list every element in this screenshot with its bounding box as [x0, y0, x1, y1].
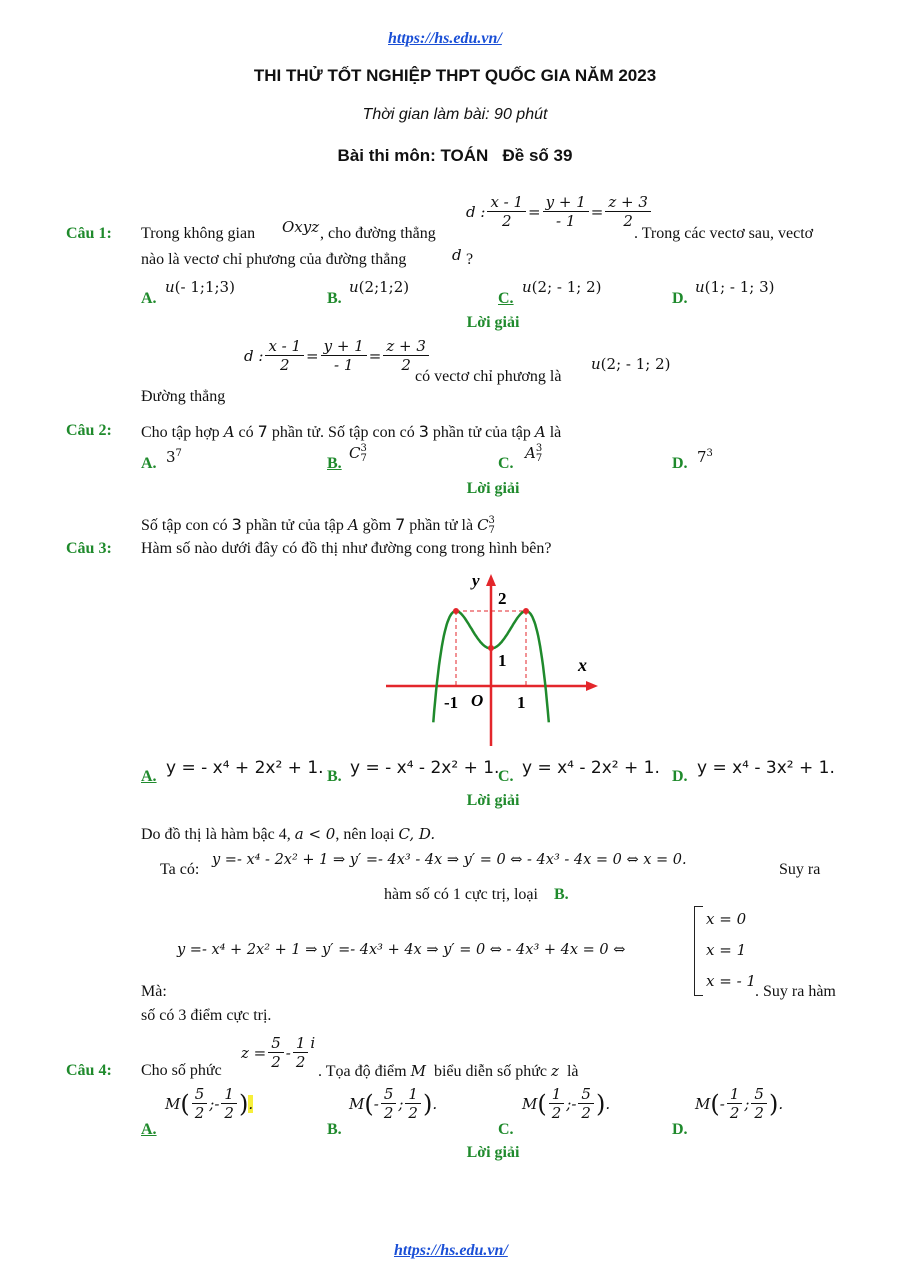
x-axis-arrow — [586, 681, 598, 691]
q1-line2: nào là vectơ chỉ phương của đường thẳng — [141, 251, 407, 268]
max-point-left — [453, 608, 459, 614]
q2-option-d[interactable]: D. — [672, 455, 688, 472]
q3-solution-line4-eq: y =- x⁴ + 2x² + 1 ⇒ y′ =- 4x³ + 4x ⇒ y′ = 0 ⇔ - 4x³ + 4x = 0 ⇔ — [177, 942, 626, 958]
q1-solution-prefix: Đường thẳng — [141, 388, 226, 405]
q3-option-b-value: y = - x⁴ - 2x² + 1. — [350, 758, 500, 778]
q1-option-d[interactable]: D. — [672, 290, 688, 307]
q3-option-c[interactable]: C. — [498, 768, 514, 785]
q3-option-a[interactable]: A. — [141, 768, 157, 785]
q3-label: Câu 3: — [66, 540, 112, 557]
q2-solution-label: Lời giải — [466, 480, 520, 497]
eq-d3: 2 — [623, 212, 633, 230]
y-axis-arrow — [486, 574, 496, 586]
q2-option-c-value: A 3 7 — [525, 443, 543, 464]
origin-label: O — [471, 691, 484, 710]
eq-d1: 2 — [501, 212, 512, 230]
q1-text-c: . Trong các vectơ sau, vectơ — [634, 225, 814, 242]
q1-option-a[interactable]: A. — [141, 290, 157, 307]
case-2: x = 1 — [706, 941, 747, 959]
header-link[interactable]: https://hs.edu.vn/ — [388, 30, 502, 47]
q4-option-b-value: M ( - $\frac{5}{2}$ ; $\frac{1}{2}$ ) . — [349, 1085, 438, 1122]
q2-option-a-value: $3^7$ — [166, 448, 182, 466]
eq-n2: y + 1 — [543, 193, 589, 212]
q1-label: Câu 1: — [66, 225, 112, 242]
q1-text-a: Trong không gian — [141, 225, 256, 242]
label-1: 1 — [498, 651, 507, 670]
q2-option-b[interactable]: B. — [327, 455, 342, 472]
q3-solution-line1: Do đồ thị là hàm bậc 4, a < 0, nên loại C, D. — [141, 825, 436, 843]
q1-option-b[interactable]: B. — [327, 290, 342, 307]
min-point — [488, 645, 494, 651]
q3-solution-suy-ra: . Suy ra hàm — [755, 983, 836, 1000]
exam-title: THI THỬ TỐT NGHIỆP THPT QUỐC GIA NĂM 2023 — [253, 66, 657, 85]
q1-text-b: , cho đường thẳng — [320, 225, 436, 242]
q3-solution-line3: hàm số có 1 cực trị, loại B. — [384, 886, 569, 903]
max-point-right — [523, 608, 529, 614]
q4-label: Câu 4: — [66, 1062, 112, 1079]
q1-solution-label: Lời giải — [466, 314, 520, 331]
q1-d: d — [452, 246, 462, 264]
case-3: x = - 1 — [706, 972, 756, 990]
q2-option-c[interactable]: C. — [498, 455, 514, 472]
q1-option-b-value: u(2;1;2) — [349, 278, 410, 296]
label-minus1: -1 — [444, 693, 459, 712]
q3-graph — [380, 568, 610, 748]
x-label: x — [578, 655, 587, 675]
q3-option-c-value: y = x⁴ - 2x² + 1. — [522, 758, 660, 778]
eq-n3: z + 3 — [605, 193, 651, 212]
q3-option-d-value: y = x⁴ - 3x² + 1. — [697, 758, 835, 778]
y-label: y — [472, 571, 480, 590]
q3-solution-line2-eq: y =- x⁴ - 2x² + 1 ⇒ y′ =- 4x³ - 4x ⇒ y′ = 0 ⇔ - 4x³ - 4x = 0 ⇔ x = 0. — [212, 852, 687, 868]
q2-option-b-value: C 3 7 — [349, 443, 367, 464]
label-plus1: 1 — [517, 693, 526, 712]
q1-line-equation: d : $\frac{x - 1}{2}$ = $\frac{y + 1}{- 1}$ = $\frac{z + 3}{2}$ — [466, 193, 653, 230]
q4-option-b[interactable]: B. — [327, 1121, 342, 1138]
q3-option-d[interactable]: D. — [672, 768, 688, 785]
q4-option-c[interactable]: C. — [498, 1121, 514, 1138]
q4-option-d-value: M ( - $\frac{1}{2}$ ; $\frac{5}{2}$ ) . — [695, 1085, 784, 1122]
q1-option-c-value: u(2; - 1; 2) — [522, 278, 602, 296]
q3-solution-ma: Mà: — [141, 983, 167, 1000]
q1-solution-equation: d : $\frac{x - 1}{2}$ = $\frac{y + 1}{- 1}$ = $\frac{z + 3}{2}$ — [244, 337, 431, 374]
q4-option-c-value: M ( $\frac{1}{2}$ ; - $\frac{5}{2}$ ) . — [522, 1085, 611, 1122]
q1-solution-text: có vectơ chỉ phương là — [415, 368, 562, 385]
q1-qmark: ? — [466, 251, 474, 268]
q3-option-b[interactable]: B. — [327, 768, 342, 785]
exam-subject: Bài thi môn: TOÁN Đề số 39 — [337, 146, 573, 165]
q2-text: Cho tập hợp A có 7 phần tử. Số tập con có 3 phần tử của tập A là — [141, 422, 562, 441]
q3-option-a-value: y = - x⁴ + 2x² + 1. — [166, 758, 324, 778]
q1-option-d-value: u(1; - 1; 3) — [695, 278, 775, 296]
eq-n1: x - 1 — [487, 193, 526, 212]
q4-option-a-value: M ( $\frac{5}{2}$ ; - $\frac{1}{2}$ ) . — [165, 1085, 254, 1122]
q3-text: Hàm số nào dưới đây có đồ thị như đường cong trong hình bên? — [141, 540, 552, 557]
q2-option-a[interactable]: A. — [141, 455, 157, 472]
footer-link[interactable]: https://hs.edu.vn/ — [394, 1242, 508, 1259]
cases-bracket — [694, 906, 703, 996]
case-1: x = 0 — [706, 910, 747, 928]
q3-solution-line2-label: Ta có: — [160, 861, 200, 878]
q2-label: Câu 2: — [66, 422, 112, 439]
q4-text-a: Cho số phức — [141, 1062, 222, 1079]
q4-solution-label: Lời giải — [466, 1144, 520, 1161]
exam-time: Thời gian làm bài: 90 phút — [362, 106, 548, 123]
eq-d: d : — [466, 202, 486, 221]
q4-option-a[interactable]: A. — [141, 1121, 157, 1138]
q1-solution-vector: u(2; - 1; 2) — [591, 355, 671, 373]
q4-text-b: . Tọa độ điểm M biểu diễn số phức z là — [318, 1062, 579, 1080]
q2-option-d-value: $7^3$ — [697, 448, 713, 466]
q4-option-d[interactable]: D. — [672, 1121, 688, 1138]
q3-solution-label: Lời giải — [466, 792, 520, 809]
q1-option-a-value: u(- 1;1;3) — [165, 278, 235, 296]
q1-oxyz: Oxyz — [282, 218, 320, 236]
q4-complex-number: z = $\frac{5}{2}$ - $\frac{1}{2}$ i — [241, 1034, 316, 1071]
label-2: 2 — [498, 589, 507, 608]
q2-solution: Số tập con có 3 phần tử của tập A gồm 7 phần tử là C 3 7 — [141, 515, 495, 536]
eq-d2: - 1 — [555, 212, 576, 230]
q3-solution-line6: số có 3 điểm cực trị. — [141, 1007, 272, 1024]
q1-option-c[interactable]: C. — [498, 290, 514, 307]
q3-solution-line2-end: Suy ra — [779, 861, 821, 878]
